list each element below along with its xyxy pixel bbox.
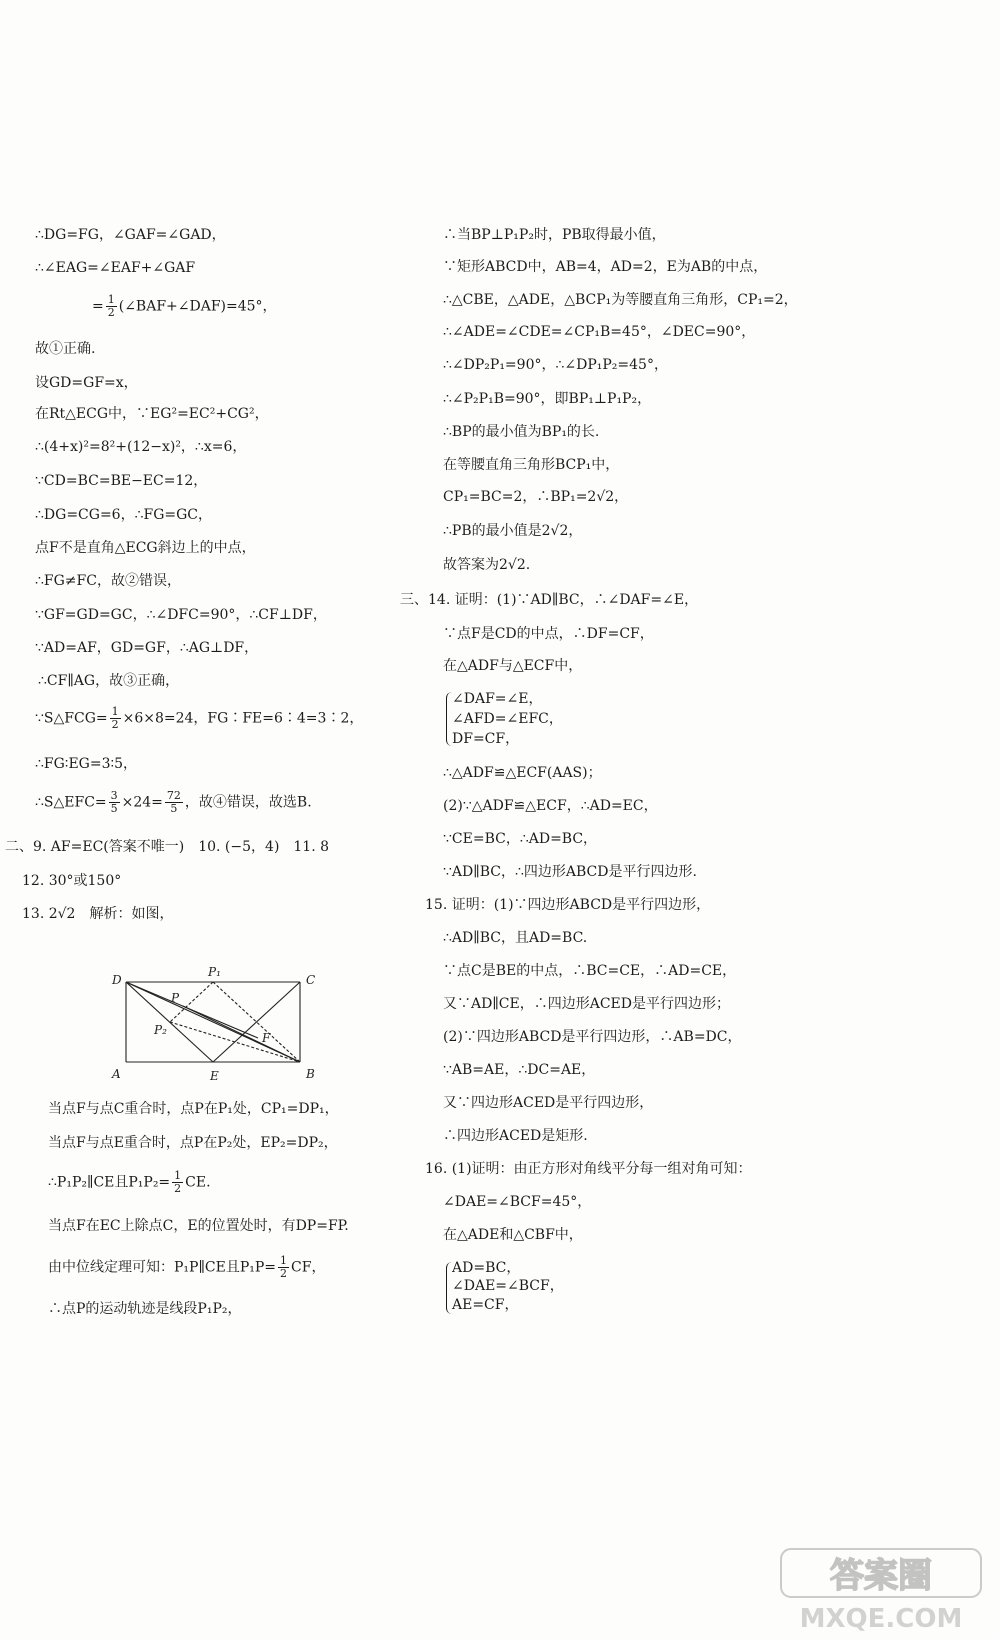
text-line: ∴∠P₂P₁B=90°，即BP₁⊥P₁P₂， <box>443 391 652 407</box>
text-segment: = <box>92 298 104 315</box>
text-line: 13. 2√2 解析：如图， <box>22 906 174 922</box>
point-label-b: B <box>306 1067 315 1081</box>
text-line: ∴点P的运动轨迹是线段P₁P₂， <box>48 1301 242 1317</box>
text-line: AE=CF， <box>452 1297 519 1313</box>
text-line: 在△ADE和△CBF中， <box>443 1227 583 1243</box>
text-line: ∴∠EAG=∠EAF+∠GAF <box>35 260 196 276</box>
fraction-numerator: 1 <box>107 293 115 306</box>
text-segment: ∵S△FCG= <box>35 710 108 727</box>
fraction <box>109 790 120 815</box>
text-line: ∴四边形ACED是矩形. <box>443 1128 588 1144</box>
text-line: ∴△CBE，△ADE，△BCP₁为等腰直角三角形，CP₁=2， <box>443 292 798 308</box>
text-line: 又∵四边形ACED是平行四边形， <box>443 1095 654 1111</box>
segment-pb <box>183 1006 300 1062</box>
text-line: 三、14. 证明：(1)∵AD∥BC，∴∠DAF=∠E， <box>400 592 699 608</box>
text-line: (2)∵四边形ABCD是平行四边形，∴AB=DC， <box>443 1029 742 1045</box>
text-line: 在等腰直角三角形BCP₁中， <box>443 457 620 473</box>
text-line-with-fraction <box>48 1170 211 1195</box>
text-line: AD=BC， <box>452 1260 521 1276</box>
fraction-denominator: 2 <box>280 1267 288 1280</box>
text-segment: ∴S△EFC= <box>35 794 107 811</box>
text-line: ∴BP的最小值为BP₁的长. <box>443 424 600 440</box>
text-line: 二、9. AF=EC(答案不唯一) 10. (−5，4) 11. 8 <box>5 839 330 855</box>
text-line: ∵GF=GD=GC，∴∠DFC=90°，∴CF⊥DF， <box>35 607 327 623</box>
watermark-url: MXQE.COM <box>799 1604 963 1634</box>
watermark-title: 答案圈 <box>830 1556 932 1596</box>
text-line: ∴△ADF≌△ECF(AAS)； <box>443 765 602 781</box>
text-line-with-fraction <box>35 790 312 815</box>
point-label-e: E <box>210 1069 219 1083</box>
text-line-with-fraction <box>48 1255 325 1280</box>
text-line: 当点F在EC上除点C，E的位置处时，有DP=FP. <box>48 1218 349 1234</box>
text-line: ∠DAE=∠BCF=45°， <box>443 1194 592 1210</box>
text-line: 16. (1)证明：由正方形对角线平分每一组对角可知： <box>425 1161 752 1177</box>
text-line: 当点F与点E重合时，点P在P₂处，EP₂=DP₂， <box>48 1135 338 1151</box>
fraction-denominator: 5 <box>110 802 118 815</box>
text-line: ∴当BP⊥P₁P₂时，PB取得最小值， <box>443 227 666 243</box>
fraction-numerator: 72 <box>166 789 181 802</box>
watermark-logo <box>775 1545 990 1635</box>
text-line: ∴DG=CG=6，∴FG=GC， <box>35 507 213 523</box>
text-line: ∴∠DP₂P₁=90°，∴∠DP₁P₂=45°， <box>443 357 668 373</box>
text-line: 15. 证明：(1)∵四边形ABCD是平行四边形， <box>425 897 711 913</box>
text-line: ∴FG≠FC，故②错误， <box>35 573 181 589</box>
text-line: 故答案为2√2. <box>443 557 531 573</box>
text-line: 设GD=GF=x， <box>35 375 138 391</box>
text-line-with-fraction <box>92 294 277 319</box>
text-line: ∴(4+x)²=8²+(12−x)²，∴x=6， <box>35 439 247 455</box>
text-segment: ×24= <box>121 794 163 811</box>
fraction-denominator: 2 <box>174 1182 182 1195</box>
text-line: ∵AD∥BC，∴四边形ABCD是平行四边形. <box>443 864 697 880</box>
text-line: ∴CF∥AG，故③正确， <box>38 673 180 689</box>
text-line: ∠DAE=∠BCF， <box>452 1278 564 1294</box>
point-label-p1: P₁ <box>208 965 221 979</box>
text-line: ∵AD=AF，GD=GF，∴AG⊥DF， <box>35 640 259 656</box>
text-segment: ，故④错误，故选B. <box>184 794 312 811</box>
text-segment: (∠BAF+∠DAF)=45°， <box>118 298 277 315</box>
point-label-a: A <box>112 1067 121 1081</box>
fraction-denominator: 2 <box>111 718 119 731</box>
text-line: 点F不是直角△ECG斜边上的中点， <box>35 540 256 556</box>
text-line: ∵点C是BE的中点，∴BC=CE，∴AD=CE， <box>443 963 737 979</box>
text-segment: ∴P₁P₂∥CE且P₁P₂= <box>48 1174 171 1191</box>
text-segment: ×6×8=24，FG∶FE=6∶4=3∶2， <box>122 710 364 727</box>
text-line: ∠DAF=∠E， <box>452 691 543 707</box>
text-line: ∵CD=BC=BE−EC=12， <box>35 473 208 489</box>
text-line: 在Rt△ECG中，∵EG²=EC²+CG²， <box>35 406 269 422</box>
fraction-denominator: 5 <box>170 802 178 815</box>
text-line: ∴FG∶EG=3∶5， <box>35 756 138 772</box>
text-line: ∴PB的最小值是2√2， <box>443 523 583 539</box>
text-segment: 由中位线定理可知：P₁P∥CE且P₁P= <box>48 1259 277 1276</box>
fraction <box>172 1170 183 1195</box>
point-label-f: F <box>262 1031 271 1045</box>
text-segment: CE. <box>185 1174 211 1191</box>
text-line: ∴∠ADE=∠CDE=∠CP₁B=45°，∠DEC=90°， <box>443 324 756 340</box>
text-line: 又∵AD∥CE，∴四边形ACED是平行四边形； <box>443 996 730 1012</box>
text-line: DF=CF， <box>452 731 520 747</box>
fraction-numerator: 1 <box>280 1254 288 1267</box>
fraction-numerator: 3 <box>110 789 118 802</box>
text-line: ∠AFD=∠EFC， <box>452 711 563 727</box>
text-line: 12. 30°或150° <box>22 873 122 889</box>
text-line: 故①正确. <box>35 341 96 357</box>
text-line: ∴DG=FG，∠GAF=∠GAD， <box>35 227 226 243</box>
text-line: 在△ADF与△ECF中， <box>443 658 583 674</box>
fraction <box>165 790 183 815</box>
text-line: ∵矩形ABCD中，AB=4，AD=2，E为AB的中点， <box>443 259 768 275</box>
geometry-figure <box>108 965 323 1083</box>
fraction-denominator: 2 <box>107 306 115 319</box>
text-line: ∴AD∥BC，且AD=BC. <box>443 930 588 946</box>
fraction-numerator: 1 <box>174 1169 182 1182</box>
fraction-numerator: 1 <box>111 705 119 718</box>
point-label-p: P <box>171 991 180 1005</box>
text-line: ∵AB=AE，∴DC=AE， <box>443 1062 596 1078</box>
text-line: ∵点F是CD的中点，∴DF=CF， <box>443 626 654 642</box>
fraction <box>106 294 117 319</box>
text-line: CP₁=BC=2，∴BP₁=2√2， <box>443 489 629 505</box>
point-label-p2: P₂ <box>154 1023 167 1037</box>
text-line-with-fraction <box>35 706 363 731</box>
text-segment: CF， <box>291 1259 326 1276</box>
fraction <box>110 706 121 731</box>
point-label-d: D <box>112 973 122 987</box>
point-label-c: C <box>306 973 316 987</box>
text-line: (2)∵△ADF≌△ECF，∴AD=EC， <box>443 798 658 814</box>
text-line: 当点F与点C重合时，点P在P₁处，CP₁=DP₁， <box>48 1101 339 1117</box>
text-line: ∵CE=BC，∴AD=BC， <box>443 831 598 847</box>
fraction <box>278 1255 289 1280</box>
